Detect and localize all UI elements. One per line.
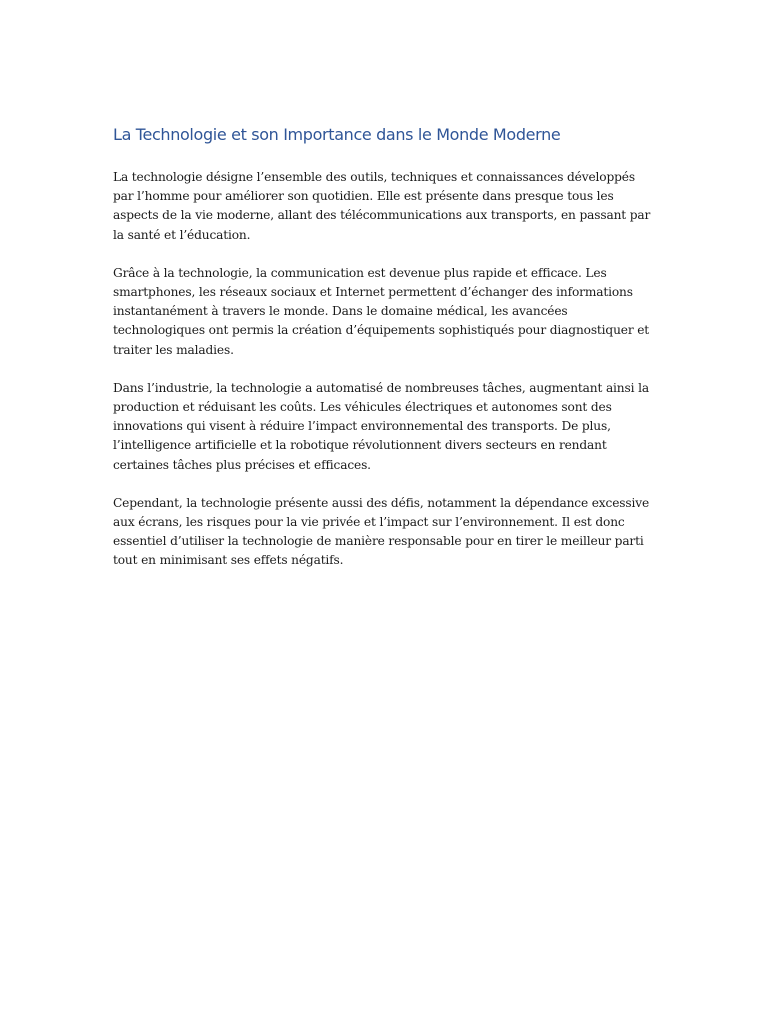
document-content [113,124,658,590]
document-title: La Technologie et son Importance dans le Monde Moderne [113,125,561,144]
paragraph-introduction: La technologie désigne l’ensemble des outils, techniques et connaissances développés par l’homme pour améliorer son quotidien. Elle est présente dans presque tous les aspects de la vie moderne, allant des télécommunications aux transports, en passant par la santé et l’éducation. [113,170,651,242]
paragraph-communication: Grâce à la technologie, la communication est devenue plus rapide et efficace. Les smartphones, les réseaux sociaux et Internet permettent d’échanger des informations instantanément à travers le monde. Dans le domaine médical, les avancées technologiques ont permis la création d’équipements sophistiqués pour diagnostiquer et traiter les maladies. [113,265,650,357]
paragraph-industry: Dans l’industrie, la technologie a automatisé de nombreuses tâches, augmentant ainsi la production et réduisant les coûts. Les véhicules électriques et autonomes sont des innovations qui visent à réduire l’impact environnemental des transports. De plus, l’intelligence artificielle et la robotique révolutionnent divers secteurs en rendant certaines tâches plus précises et efficaces. [113,380,649,472]
paragraph-challenges: Cependant, la technologie présente aussi des défis, notamment la dépendance excessive aux écrans, les risques pour la vie privée et l’impact sur l’environnement. Il est donc essentiel d’utiliser la technologie de manière responsable pour en tirer le meilleur parti tout en minimisant ses effets négatifs. [113,495,650,568]
